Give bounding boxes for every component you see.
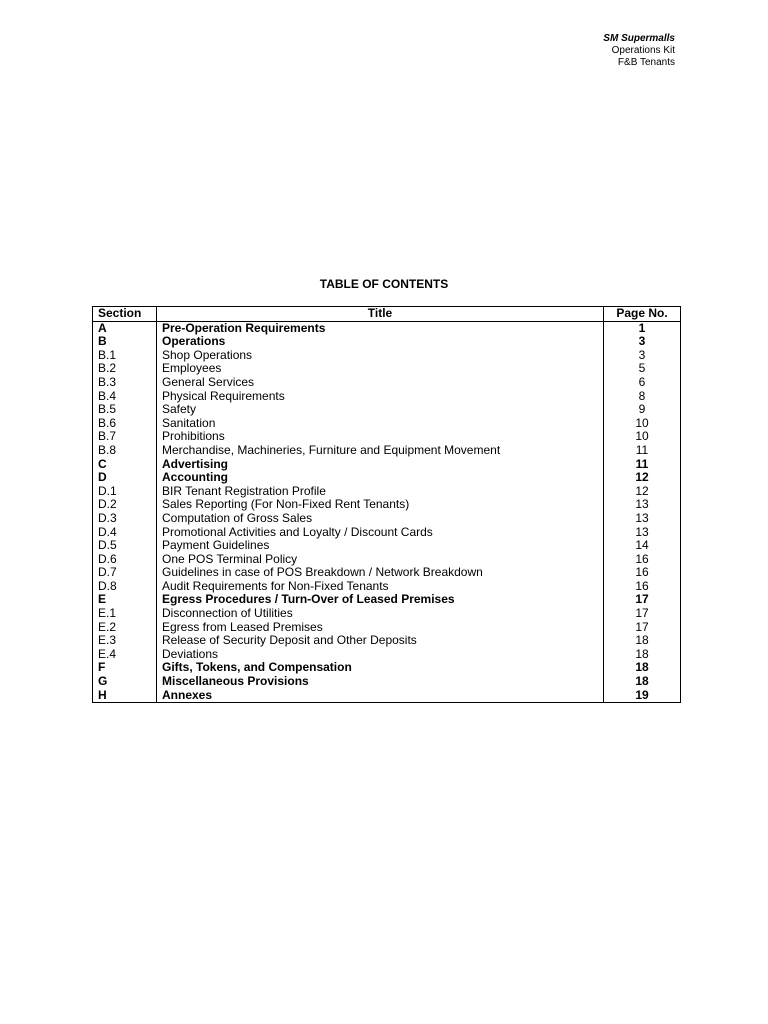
row-title: Release of Security Deposit and Other Deposits: [157, 634, 604, 648]
row-page-number: 16: [604, 580, 681, 594]
row-section: B.3: [93, 376, 157, 390]
column-header-title: Title: [157, 307, 604, 322]
table-row: [93, 607, 681, 621]
row-title: BIR Tenant Registration Profile: [157, 485, 604, 499]
row-page-number: 12: [604, 485, 681, 499]
row-page-number: 6: [604, 376, 681, 390]
table-row: [93, 403, 681, 417]
row-page-number: 13: [604, 498, 681, 512]
row-page-number: 16: [604, 553, 681, 567]
row-page-number: 12: [604, 471, 681, 485]
row-section: A: [93, 321, 157, 335]
row-page-number: 10: [604, 417, 681, 431]
header-line-operations-kit: Operations Kit: [611, 45, 675, 56]
table-row: [93, 553, 681, 567]
row-section: E.2: [93, 621, 157, 635]
row-page-number: 18: [604, 634, 681, 648]
row-title: Computation of Gross Sales: [157, 512, 604, 526]
row-title: Employees: [157, 362, 604, 376]
row-section: B.2: [93, 362, 157, 376]
row-section: B.1: [93, 349, 157, 363]
company-name: SM Supermalls: [603, 33, 675, 44]
table-row: [93, 430, 681, 444]
row-section: D: [93, 471, 157, 485]
row-page-number: 1: [604, 321, 681, 335]
row-title: Sanitation: [157, 417, 604, 431]
table-row: [93, 661, 681, 675]
page-title: TABLE OF CONTENTS: [319, 277, 449, 291]
row-title: Miscellaneous Provisions: [157, 675, 604, 689]
row-page-number: 19: [604, 689, 681, 703]
row-page-number: 17: [604, 607, 681, 621]
table-row: [93, 349, 681, 363]
row-page-number: 5: [604, 362, 681, 376]
row-section: B.6: [93, 417, 157, 431]
table-row: [93, 362, 681, 376]
table-row: [93, 390, 681, 404]
row-section: D.2: [93, 498, 157, 512]
row-title: Pre-Operation Requirements: [157, 321, 604, 335]
table-row: [93, 689, 681, 703]
row-page-number: 18: [604, 675, 681, 689]
row-section: F: [93, 661, 157, 675]
row-page-number: 18: [604, 661, 681, 675]
row-title: General Services: [157, 376, 604, 390]
column-header-page: Page No.: [604, 307, 681, 322]
table-row: [93, 321, 681, 335]
table-row: [93, 580, 681, 594]
table-row: [93, 621, 681, 635]
table-row: [93, 566, 681, 580]
row-page-number: 8: [604, 390, 681, 404]
row-title: Audit Requirements for Non-Fixed Tenants: [157, 580, 604, 594]
table-row: [93, 471, 681, 485]
table-row: [93, 376, 681, 390]
column-header-section: Section: [93, 307, 157, 322]
table-row: [93, 539, 681, 553]
table-row: [93, 498, 681, 512]
row-page-number: 13: [604, 526, 681, 540]
row-title: One POS Terminal Policy: [157, 553, 604, 567]
row-page-number: 11: [604, 444, 681, 458]
row-section: D.5: [93, 539, 157, 553]
table-row: [93, 485, 681, 499]
row-section: E.3: [93, 634, 157, 648]
table-of-contents: [92, 306, 681, 703]
row-title: Deviations: [157, 648, 604, 662]
row-title: Promotional Activities and Loyalty / Discount Cards: [157, 526, 604, 540]
header-line-tenants: F&B Tenants: [617, 57, 675, 68]
table-row: [93, 675, 681, 689]
row-section: D.7: [93, 566, 157, 580]
row-title: Prohibitions: [157, 430, 604, 444]
row-section: E.1: [93, 607, 157, 621]
row-title: Merchandise, Machineries, Furniture and Equipment Movement: [157, 444, 604, 458]
row-page-number: 9: [604, 403, 681, 417]
row-section: B: [93, 335, 157, 349]
row-title: Annexes: [157, 689, 604, 703]
row-title: Sales Reporting (For Non-Fixed Rent Tenants): [157, 498, 604, 512]
row-title: Guidelines in case of POS Breakdown / Network Breakdown: [157, 566, 604, 580]
row-title: Disconnection of Utilities: [157, 607, 604, 621]
row-title: Accounting: [157, 471, 604, 485]
row-section: D.1: [93, 485, 157, 499]
row-title: Egress Procedures / Turn-Over of Leased Premises: [157, 593, 604, 607]
table-row: [93, 526, 681, 540]
row-section: D.6: [93, 553, 157, 567]
document-header: [603, 33, 675, 69]
row-section: H: [93, 689, 157, 703]
row-page-number: 3: [604, 335, 681, 349]
row-page-number: 3: [604, 349, 681, 363]
row-section: B.8: [93, 444, 157, 458]
row-page-number: 17: [604, 593, 681, 607]
row-title: Physical Requirements: [157, 390, 604, 404]
table-row: [93, 417, 681, 431]
row-section: C: [93, 458, 157, 472]
row-title: Egress from Leased Premises: [157, 621, 604, 635]
table-row: [93, 648, 681, 662]
table-body: [93, 321, 681, 703]
row-section: D.4: [93, 526, 157, 540]
row-section: B.5: [93, 403, 157, 417]
row-section: B.4: [93, 390, 157, 404]
row-section: E: [93, 593, 157, 607]
row-title: Safety: [157, 403, 604, 417]
row-section: G: [93, 675, 157, 689]
row-page-number: 17: [604, 621, 681, 635]
row-page-number: 16: [604, 566, 681, 580]
row-page-number: 18: [604, 648, 681, 662]
row-title: Shop Operations: [157, 349, 604, 363]
row-page-number: 13: [604, 512, 681, 526]
table-row: [93, 512, 681, 526]
table-header-row: [93, 307, 681, 322]
table-row: [93, 458, 681, 472]
row-section: D.8: [93, 580, 157, 594]
table-row: [93, 335, 681, 349]
row-title: Operations: [157, 335, 604, 349]
row-page-number: 11: [604, 458, 681, 472]
table-row: [93, 593, 681, 607]
row-section: D.3: [93, 512, 157, 526]
row-title: Payment Guidelines: [157, 539, 604, 553]
table-row: [93, 444, 681, 458]
row-title: Advertising: [157, 458, 604, 472]
row-page-number: 14: [604, 539, 681, 553]
table-row: [93, 634, 681, 648]
row-section: B.7: [93, 430, 157, 444]
row-section: E.4: [93, 648, 157, 662]
row-page-number: 10: [604, 430, 681, 444]
row-title: Gifts, Tokens, and Compensation: [157, 661, 604, 675]
